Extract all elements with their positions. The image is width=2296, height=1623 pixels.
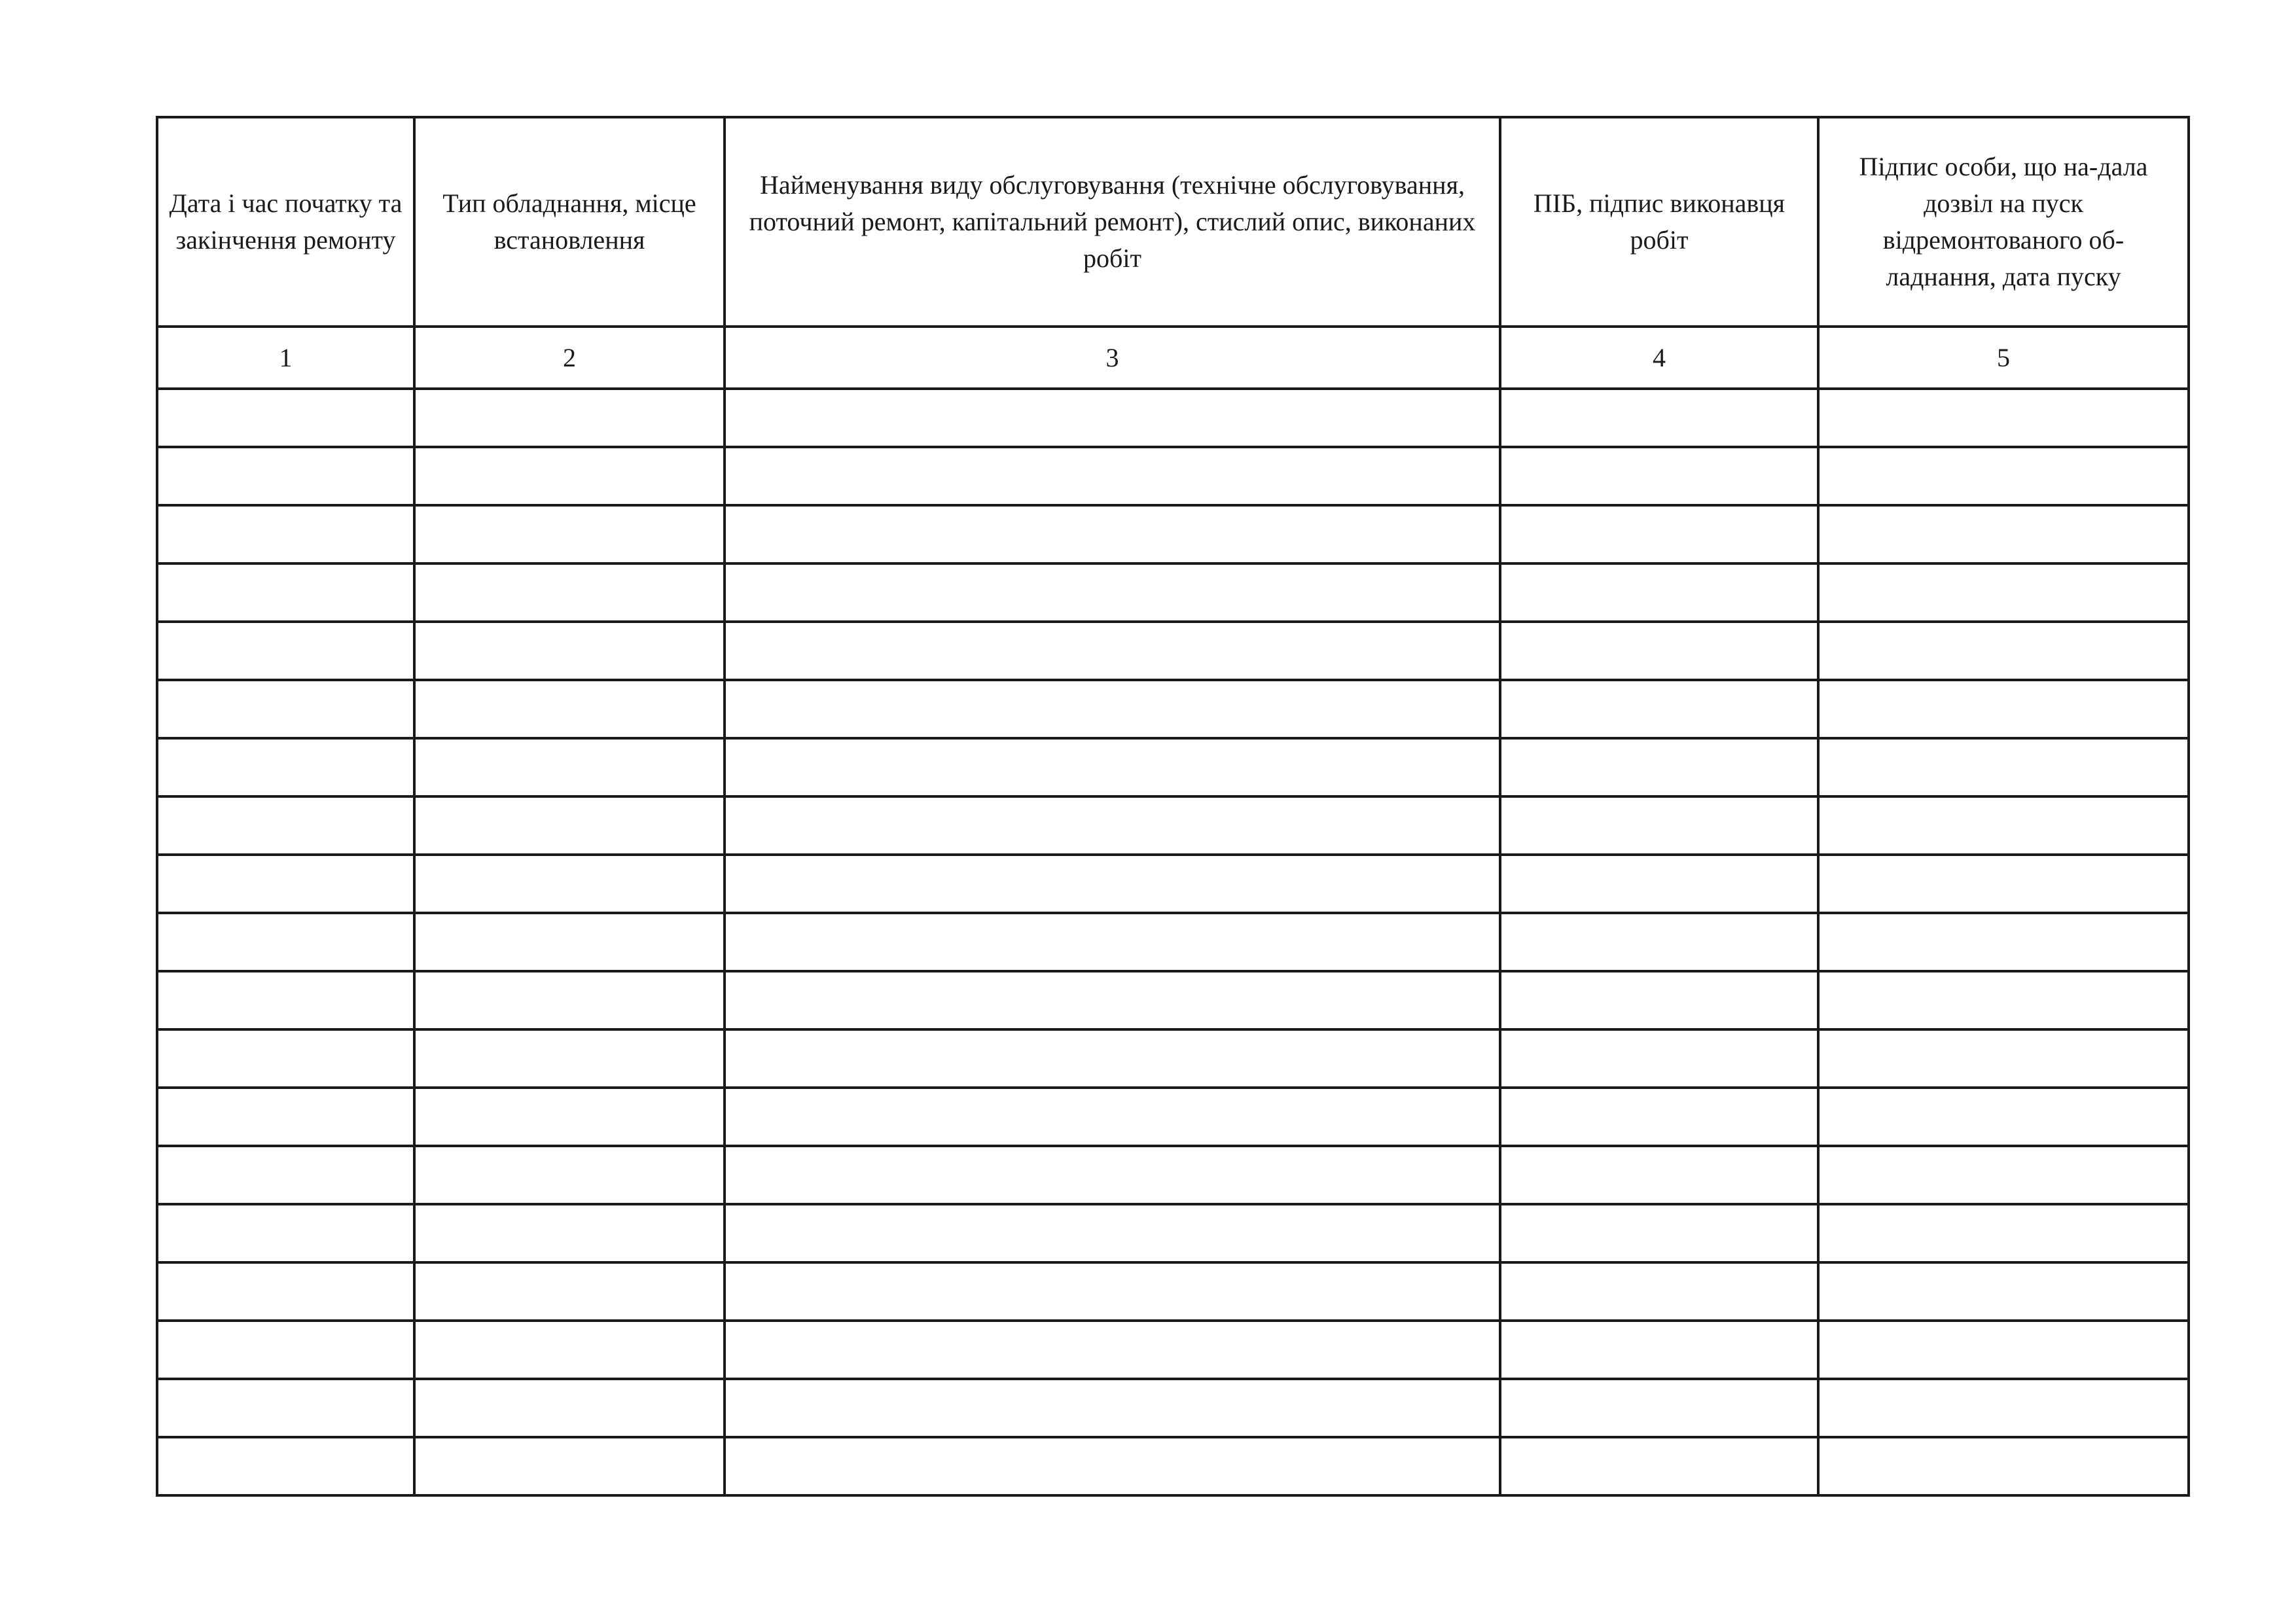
table-cell[interactable]	[1500, 1262, 1818, 1321]
table-cell[interactable]	[414, 1146, 725, 1204]
table-cell[interactable]	[725, 1379, 1500, 1437]
table-row	[157, 1437, 2189, 1495]
table-cell[interactable]	[725, 738, 1500, 796]
header-label: Найменування виду обслуговування (технічне обслуговування, поточний ремонт, капітальний ремонт), стислий опис, виконаних робіт	[749, 170, 1476, 273]
table-row	[157, 505, 2189, 563]
table-cell[interactable]	[1500, 913, 1818, 971]
table-cell[interactable]	[1500, 1029, 1818, 1088]
table-cell[interactable]	[1818, 1379, 2189, 1437]
table-row	[157, 1029, 2189, 1088]
table-cell[interactable]	[1818, 389, 2189, 447]
table-cell[interactable]	[157, 1321, 414, 1379]
table-cell[interactable]	[1818, 680, 2189, 738]
table-cell[interactable]	[1818, 447, 2189, 505]
table-cell[interactable]	[1818, 1437, 2189, 1495]
table-cell[interactable]	[725, 1029, 1500, 1088]
table-cell[interactable]	[725, 971, 1500, 1029]
table-cell[interactable]	[1500, 1321, 1818, 1379]
table-row	[157, 796, 2189, 855]
table-cell[interactable]	[1500, 855, 1818, 913]
table-cell[interactable]	[157, 1146, 414, 1204]
table-body	[157, 389, 2189, 1495]
column-number: 4	[1500, 327, 1818, 389]
table-cell[interactable]	[725, 855, 1500, 913]
table-cell[interactable]	[725, 505, 1500, 563]
table-row	[157, 913, 2189, 971]
table-cell[interactable]	[157, 1029, 414, 1088]
table-cell[interactable]	[157, 855, 414, 913]
table-cell[interactable]	[414, 505, 725, 563]
header-cell-service-type	[725, 117, 1500, 327]
table-cell[interactable]	[157, 447, 414, 505]
table-cell[interactable]	[725, 1146, 1500, 1204]
table-row	[157, 1321, 2189, 1379]
table-cell[interactable]	[157, 505, 414, 563]
table-cell[interactable]	[157, 680, 414, 738]
table-row	[157, 1088, 2189, 1146]
table-cell[interactable]	[1818, 1262, 2189, 1321]
table-cell[interactable]	[157, 1262, 414, 1321]
table-cell[interactable]	[414, 1204, 725, 1262]
table-cell[interactable]	[414, 1088, 725, 1146]
table-cell[interactable]	[414, 855, 725, 913]
table-cell[interactable]	[414, 389, 725, 447]
table-row	[157, 563, 2189, 622]
table-cell[interactable]	[1818, 738, 2189, 796]
table-cell[interactable]	[414, 447, 725, 505]
table-cell[interactable]	[1500, 389, 1818, 447]
table-cell[interactable]	[725, 563, 1500, 622]
table-cell[interactable]	[1818, 505, 2189, 563]
table-cell[interactable]	[1818, 1321, 2189, 1379]
table-cell[interactable]	[725, 389, 1500, 447]
table-cell[interactable]	[414, 1379, 725, 1437]
table-row	[157, 738, 2189, 796]
table-row	[157, 447, 2189, 505]
table-cell[interactable]	[725, 1321, 1500, 1379]
table-cell[interactable]	[1818, 855, 2189, 913]
column-number: 3	[725, 327, 1500, 389]
table-cell[interactable]	[414, 1321, 725, 1379]
table-cell[interactable]	[157, 389, 414, 447]
table-cell[interactable]	[157, 622, 414, 680]
table-cell[interactable]	[725, 913, 1500, 971]
table-cell[interactable]	[414, 563, 725, 622]
table-cell[interactable]	[1500, 971, 1818, 1029]
header-row	[157, 117, 2189, 327]
table-row	[157, 389, 2189, 447]
table-row	[157, 1379, 2189, 1437]
table-cell[interactable]	[1818, 796, 2189, 855]
table-cell[interactable]	[414, 1437, 725, 1495]
table-cell[interactable]	[1500, 1379, 1818, 1437]
column-number: 5	[1818, 327, 2189, 389]
table-cell[interactable]	[1500, 1437, 1818, 1495]
table-cell[interactable]	[1500, 563, 1818, 622]
column-number-row	[157, 327, 2189, 389]
table-row	[157, 1204, 2189, 1262]
table-cell[interactable]	[157, 971, 414, 1029]
column-number: 2	[414, 327, 725, 389]
table-row	[157, 622, 2189, 680]
table-cell[interactable]	[414, 738, 725, 796]
table-cell[interactable]	[157, 1204, 414, 1262]
table-cell[interactable]	[725, 1088, 1500, 1146]
table-cell[interactable]	[725, 447, 1500, 505]
table-cell[interactable]	[1500, 447, 1818, 505]
table-cell[interactable]	[1818, 913, 2189, 971]
table-cell[interactable]	[157, 913, 414, 971]
table-cell[interactable]	[1500, 738, 1818, 796]
header-cell-approval	[1818, 117, 2189, 327]
header-label: ПІБ, підпис виконавця робіт	[1533, 188, 1785, 255]
table-cell[interactable]	[414, 622, 725, 680]
header-label: Підпис особи, що на-дала дозвіл на пуск відремонтованого об-ладнання, дата пуску	[1859, 152, 2148, 291]
table-cell[interactable]	[725, 680, 1500, 738]
table-cell[interactable]	[1818, 971, 2189, 1029]
table-cell[interactable]	[1818, 1146, 2189, 1204]
table-cell[interactable]	[157, 1437, 414, 1495]
header-label: Дата і час початку та закінчення ремонту	[169, 188, 403, 255]
header-cell-equipment	[414, 117, 725, 327]
table-row	[157, 855, 2189, 913]
table-cell[interactable]	[1818, 1029, 2189, 1088]
table-cell[interactable]	[725, 1437, 1500, 1495]
table-cell[interactable]	[725, 796, 1500, 855]
table-cell[interactable]	[157, 563, 414, 622]
table-cell[interactable]	[414, 680, 725, 738]
table-cell[interactable]	[1500, 1204, 1818, 1262]
table-cell[interactable]	[157, 796, 414, 855]
table-cell[interactable]	[1818, 1204, 2189, 1262]
table-cell[interactable]	[725, 1204, 1500, 1262]
table-row	[157, 1146, 2189, 1204]
table-cell[interactable]	[1818, 1088, 2189, 1146]
header-cell-executor	[1500, 117, 1818, 327]
table-cell[interactable]	[725, 1262, 1500, 1321]
table-cell[interactable]	[157, 1088, 414, 1146]
header-cell-date	[157, 117, 414, 327]
table-cell[interactable]	[1500, 680, 1818, 738]
table-cell[interactable]	[157, 1379, 414, 1437]
table-cell[interactable]	[1500, 622, 1818, 680]
table-row	[157, 1262, 2189, 1321]
table-cell[interactable]	[414, 913, 725, 971]
table-cell[interactable]	[414, 796, 725, 855]
table-cell[interactable]	[1500, 505, 1818, 563]
table-cell[interactable]	[157, 738, 414, 796]
table-cell[interactable]	[414, 1029, 725, 1088]
table-row	[157, 680, 2189, 738]
table-cell[interactable]	[414, 971, 725, 1029]
repair-journal-table	[156, 116, 2190, 1497]
table-row	[157, 971, 2189, 1029]
table-cell[interactable]	[1500, 1146, 1818, 1204]
table-cell[interactable]	[1818, 622, 2189, 680]
table-cell[interactable]	[1500, 796, 1818, 855]
table-cell[interactable]	[1500, 1088, 1818, 1146]
table-cell[interactable]	[1818, 563, 2189, 622]
header-label: Тип обладнання, місце встановлення	[442, 188, 696, 255]
table-cell[interactable]	[414, 1262, 725, 1321]
column-number: 1	[157, 327, 414, 389]
table-cell[interactable]	[725, 622, 1500, 680]
